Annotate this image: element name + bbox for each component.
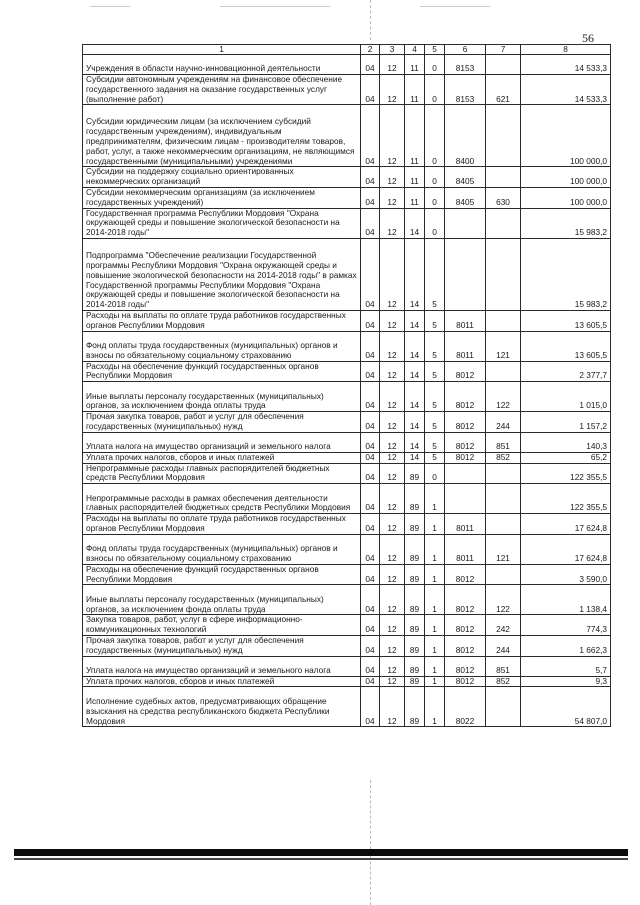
col-expense-type: 851 bbox=[486, 656, 521, 676]
row-name: Учреждения в области научно-инновационной деятельности bbox=[83, 55, 361, 75]
col-target bbox=[445, 463, 486, 484]
table-row bbox=[83, 534, 611, 564]
scan-artifact-dash bbox=[90, 6, 130, 7]
col-subprogram: 1 bbox=[425, 585, 445, 615]
row-name: Расходы на обеспечение функций государственных органов Республики Мордовия bbox=[83, 361, 361, 382]
row-name: Подпрограмма "Обеспечение реализации Государственной программы Республики Мордовия "Охрана окружающей среды и повышение экологической безопасности на 2014-2018 годы" в рамках Государственной программы Республики Мордовия "Охрана окружающей среды и повышение экологической безопасности на 2014-2018 годы" bbox=[83, 238, 361, 310]
col-subprogram: 5 bbox=[425, 412, 445, 433]
col-program: 89 bbox=[405, 635, 425, 656]
row-name: Уплата налога на имущество организаций и земельного налога bbox=[83, 656, 361, 676]
col-expense-type: 242 bbox=[486, 615, 521, 636]
row-name: Иные выплаты персоналу государственных (муниципальных) органов, за исключением фонда оплаты труда bbox=[83, 382, 361, 412]
col-expense-type: 122 bbox=[486, 585, 521, 615]
col-ministry: 04 bbox=[361, 463, 380, 484]
col-amount: 5,7 bbox=[521, 656, 611, 676]
scan-bottom-band bbox=[14, 858, 628, 860]
col-amount: 65,2 bbox=[521, 452, 611, 463]
table-row bbox=[83, 75, 611, 105]
table-row bbox=[83, 167, 611, 188]
row-name: Расходы на выплаты по оплате труда работников государственных органов Республики Мордовия bbox=[83, 514, 361, 535]
col-target: 8012 bbox=[445, 432, 486, 452]
col-expense-type: 621 bbox=[486, 75, 521, 105]
col-subprogram: 5 bbox=[425, 432, 445, 452]
column-header: 8 bbox=[521, 45, 611, 55]
row-name: Государственная программа Республики Мордовия "Охрана окружающей среды и повышение экологической безопасности на 2014-2018 годы" bbox=[83, 208, 361, 238]
table-row bbox=[83, 208, 611, 238]
col-ministry: 04 bbox=[361, 238, 380, 310]
col-section: 12 bbox=[380, 361, 405, 382]
col-program: 89 bbox=[405, 564, 425, 585]
table-row bbox=[83, 585, 611, 615]
scan-artifact-dash bbox=[220, 6, 330, 7]
col-section: 12 bbox=[380, 615, 405, 636]
col-expense-type: 122 bbox=[486, 382, 521, 412]
col-amount: 17 624,8 bbox=[521, 534, 611, 564]
col-subprogram: 5 bbox=[425, 382, 445, 412]
col-target: 8012 bbox=[445, 656, 486, 676]
col-expense-type: 244 bbox=[486, 635, 521, 656]
col-amount: 100 000,0 bbox=[521, 167, 611, 188]
col-expense-type bbox=[486, 167, 521, 188]
column-header: 2 bbox=[361, 45, 380, 55]
col-target: 8012 bbox=[445, 615, 486, 636]
col-section: 12 bbox=[380, 238, 405, 310]
col-target: 8011 bbox=[445, 310, 486, 331]
col-expense-type: 851 bbox=[486, 432, 521, 452]
page-number: 56 bbox=[582, 31, 594, 45]
col-ministry: 04 bbox=[361, 452, 380, 463]
col-expense-type bbox=[486, 463, 521, 484]
table-row bbox=[83, 382, 611, 412]
col-target: 8022 bbox=[445, 687, 486, 727]
col-subprogram: 5 bbox=[425, 331, 445, 361]
col-target: 8012 bbox=[445, 676, 486, 687]
col-section: 12 bbox=[380, 463, 405, 484]
col-amount: 14 533,3 bbox=[521, 55, 611, 75]
col-section: 12 bbox=[380, 208, 405, 238]
col-amount: 17 624,8 bbox=[521, 514, 611, 535]
col-section: 12 bbox=[380, 676, 405, 687]
column-header: 5 bbox=[425, 45, 445, 55]
col-section: 12 bbox=[380, 310, 405, 331]
col-ministry: 04 bbox=[361, 635, 380, 656]
col-subprogram: 1 bbox=[425, 676, 445, 687]
table-row bbox=[83, 432, 611, 452]
col-subprogram: 0 bbox=[425, 105, 445, 167]
col-subprogram: 1 bbox=[425, 534, 445, 564]
col-ministry: 04 bbox=[361, 432, 380, 452]
fold-line bbox=[370, 0, 372, 40]
col-section: 12 bbox=[380, 564, 405, 585]
col-target: 8012 bbox=[445, 412, 486, 433]
col-section: 12 bbox=[380, 656, 405, 676]
col-ministry: 04 bbox=[361, 687, 380, 727]
col-amount: 9,3 bbox=[521, 676, 611, 687]
col-expense-type bbox=[486, 564, 521, 585]
row-name: Закупка товаров, работ, услуг в сфере информационно-коммуникационных технологий bbox=[83, 615, 361, 636]
col-expense-type bbox=[486, 361, 521, 382]
col-section: 12 bbox=[380, 484, 405, 514]
table-row bbox=[83, 615, 611, 636]
col-amount: 122 355,5 bbox=[521, 463, 611, 484]
column-header: 6 bbox=[445, 45, 486, 55]
col-target: 8012 bbox=[445, 382, 486, 412]
column-header: 7 bbox=[486, 45, 521, 55]
fold-line bbox=[370, 780, 372, 905]
col-amount: 1 157,2 bbox=[521, 412, 611, 433]
col-subprogram: 0 bbox=[425, 167, 445, 188]
row-name: Иные выплаты персоналу государственных (муниципальных) органов, за исключением фонда оплаты труда bbox=[83, 585, 361, 615]
table-row bbox=[83, 656, 611, 676]
col-ministry: 04 bbox=[361, 484, 380, 514]
col-target: 8153 bbox=[445, 55, 486, 75]
col-ministry: 04 bbox=[361, 514, 380, 535]
row-name: Субсидии некоммерческим организациям (за исключением государственных учреждений) bbox=[83, 187, 361, 208]
col-subprogram: 5 bbox=[425, 310, 445, 331]
col-target: 8011 bbox=[445, 514, 486, 535]
col-program: 11 bbox=[405, 187, 425, 208]
table-row bbox=[83, 187, 611, 208]
row-name: Субсидии на поддержку социально ориентированных некоммерческих организаций bbox=[83, 167, 361, 188]
col-target: 8012 bbox=[445, 361, 486, 382]
col-ministry: 04 bbox=[361, 310, 380, 331]
col-section: 12 bbox=[380, 167, 405, 188]
col-amount: 3 590,0 bbox=[521, 564, 611, 585]
col-subprogram: 0 bbox=[425, 187, 445, 208]
table-row bbox=[83, 412, 611, 433]
col-expense-type: 244 bbox=[486, 412, 521, 433]
col-expense-type bbox=[486, 208, 521, 238]
table-row bbox=[83, 564, 611, 585]
col-expense-type bbox=[486, 105, 521, 167]
row-name: Прочая закупка товаров, работ и услуг для обеспечения государственных (муниципальных) нужд bbox=[83, 635, 361, 656]
col-target: 8400 bbox=[445, 105, 486, 167]
col-ministry: 04 bbox=[361, 656, 380, 676]
col-subprogram: 1 bbox=[425, 564, 445, 585]
col-program: 14 bbox=[405, 361, 425, 382]
col-target: 8153 bbox=[445, 75, 486, 105]
col-target: 8011 bbox=[445, 534, 486, 564]
table-row bbox=[83, 484, 611, 514]
col-ministry: 04 bbox=[361, 382, 380, 412]
col-amount: 100 000,0 bbox=[521, 105, 611, 167]
col-amount: 774,3 bbox=[521, 615, 611, 636]
col-program: 14 bbox=[405, 331, 425, 361]
col-subprogram: 5 bbox=[425, 452, 445, 463]
col-amount: 1 138,4 bbox=[521, 585, 611, 615]
col-program: 14 bbox=[405, 432, 425, 452]
col-subprogram: 1 bbox=[425, 615, 445, 636]
col-target bbox=[445, 484, 486, 514]
col-ministry: 04 bbox=[361, 167, 380, 188]
col-section: 12 bbox=[380, 105, 405, 167]
col-amount: 15 983,2 bbox=[521, 238, 611, 310]
col-amount: 13 605,5 bbox=[521, 331, 611, 361]
column-header: 3 bbox=[380, 45, 405, 55]
row-name: Исполнение судебных актов, предусматривающих обращение взыскания на средства республиканского бюджета Республики Мордовия bbox=[83, 687, 361, 727]
col-ministry: 04 bbox=[361, 412, 380, 433]
col-amount: 1 662,3 bbox=[521, 635, 611, 656]
col-program: 14 bbox=[405, 452, 425, 463]
col-ministry: 04 bbox=[361, 208, 380, 238]
budget-table bbox=[82, 44, 611, 727]
col-ministry: 04 bbox=[361, 105, 380, 167]
table-header-row bbox=[83, 45, 611, 55]
col-section: 12 bbox=[380, 635, 405, 656]
col-ministry: 04 bbox=[361, 331, 380, 361]
col-program: 89 bbox=[405, 463, 425, 484]
table-row bbox=[83, 310, 611, 331]
col-amount: 140,3 bbox=[521, 432, 611, 452]
scan-bottom-band bbox=[14, 849, 628, 856]
col-subprogram: 5 bbox=[425, 238, 445, 310]
col-expense-type bbox=[486, 687, 521, 727]
col-target bbox=[445, 208, 486, 238]
col-program: 11 bbox=[405, 105, 425, 167]
col-program: 11 bbox=[405, 55, 425, 75]
col-subprogram: 0 bbox=[425, 75, 445, 105]
col-ministry: 04 bbox=[361, 55, 380, 75]
scan-artifact-dash bbox=[420, 6, 490, 7]
row-name: Расходы на обеспечение функций государственных органов Республики Мордовия bbox=[83, 564, 361, 585]
row-name: Расходы на выплаты по оплате труда работников государственных органов Республики Мордовия bbox=[83, 310, 361, 331]
col-subprogram: 0 bbox=[425, 208, 445, 238]
col-section: 12 bbox=[380, 585, 405, 615]
col-amount: 15 983,2 bbox=[521, 208, 611, 238]
col-program: 14 bbox=[405, 382, 425, 412]
col-program: 89 bbox=[405, 534, 425, 564]
row-name: Субсидии юридическим лицам (за исключением субсидий государственным учреждениям), индивидуальным предпринимателям, физическим лицам - производителям товаров, работ, услуг, а также некоммерческим организациям, не являющимся государственными (муниципальными) учреждениями bbox=[83, 105, 361, 167]
table-row bbox=[83, 687, 611, 727]
col-ministry: 04 bbox=[361, 676, 380, 687]
col-subprogram: 1 bbox=[425, 687, 445, 727]
col-program: 14 bbox=[405, 208, 425, 238]
col-target: 8012 bbox=[445, 635, 486, 656]
col-program: 89 bbox=[405, 484, 425, 514]
col-amount: 13 605,5 bbox=[521, 310, 611, 331]
col-target: 8011 bbox=[445, 331, 486, 361]
table-row bbox=[83, 238, 611, 310]
col-expense-type: 852 bbox=[486, 676, 521, 687]
col-expense-type: 121 bbox=[486, 534, 521, 564]
row-name: Уплата прочих налогов, сборов и иных платежей bbox=[83, 452, 361, 463]
col-section: 12 bbox=[380, 514, 405, 535]
col-ministry: 04 bbox=[361, 564, 380, 585]
col-subprogram: 5 bbox=[425, 361, 445, 382]
col-target: 8012 bbox=[445, 585, 486, 615]
row-name: Фонд оплаты труда государственных (муниципальных) органов и взносы по обязательному социальному страхованию bbox=[83, 534, 361, 564]
col-ministry: 04 bbox=[361, 534, 380, 564]
table-row bbox=[83, 55, 611, 75]
col-expense-type bbox=[486, 310, 521, 331]
col-section: 12 bbox=[380, 331, 405, 361]
col-ministry: 04 bbox=[361, 361, 380, 382]
col-target bbox=[445, 238, 486, 310]
col-subprogram: 0 bbox=[425, 463, 445, 484]
col-expense-type bbox=[486, 55, 521, 75]
col-target: 8405 bbox=[445, 187, 486, 208]
col-amount: 14 533,3 bbox=[521, 75, 611, 105]
col-program: 89 bbox=[405, 656, 425, 676]
column-header: 1 bbox=[83, 45, 361, 55]
col-target: 8405 bbox=[445, 167, 486, 188]
row-name: Уплата прочих налогов, сборов и иных платежей bbox=[83, 676, 361, 687]
col-expense-type bbox=[486, 484, 521, 514]
col-expense-type: 121 bbox=[486, 331, 521, 361]
table-row bbox=[83, 676, 611, 687]
row-name: Фонд оплаты труда государственных (муниципальных) органов и взносы по обязательному социальному страхованию bbox=[83, 331, 361, 361]
col-program: 14 bbox=[405, 310, 425, 331]
col-section: 12 bbox=[380, 75, 405, 105]
col-section: 12 bbox=[380, 452, 405, 463]
col-section: 12 bbox=[380, 187, 405, 208]
col-section: 12 bbox=[380, 534, 405, 564]
table-row bbox=[83, 463, 611, 484]
col-expense-type bbox=[486, 238, 521, 310]
table-row bbox=[83, 105, 611, 167]
col-subprogram: 0 bbox=[425, 55, 445, 75]
row-name: Прочая закупка товаров, работ и услуг для обеспечения государственных (муниципальных) нужд bbox=[83, 412, 361, 433]
col-ministry: 04 bbox=[361, 187, 380, 208]
row-name: Субсидии автономным учреждениям на финансовое обеспечение государственного задания на оказание государственных услуг (выполнение работ) bbox=[83, 75, 361, 105]
col-program: 11 bbox=[405, 75, 425, 105]
col-target: 8012 bbox=[445, 564, 486, 585]
col-amount: 1 015,0 bbox=[521, 382, 611, 412]
col-section: 12 bbox=[380, 412, 405, 433]
col-program: 89 bbox=[405, 687, 425, 727]
col-program: 11 bbox=[405, 167, 425, 188]
table-row bbox=[83, 635, 611, 656]
col-ministry: 04 bbox=[361, 615, 380, 636]
col-expense-type bbox=[486, 514, 521, 535]
col-ministry: 04 bbox=[361, 585, 380, 615]
col-amount: 122 355,5 bbox=[521, 484, 611, 514]
col-target: 8012 bbox=[445, 452, 486, 463]
col-program: 89 bbox=[405, 514, 425, 535]
col-section: 12 bbox=[380, 55, 405, 75]
table-row bbox=[83, 331, 611, 361]
col-subprogram: 1 bbox=[425, 514, 445, 535]
col-amount: 2 377,7 bbox=[521, 361, 611, 382]
col-subprogram: 1 bbox=[425, 635, 445, 656]
row-name: Уплата налога на имущество организаций и земельного налога bbox=[83, 432, 361, 452]
table-row bbox=[83, 452, 611, 463]
col-subprogram: 1 bbox=[425, 484, 445, 514]
table-row bbox=[83, 514, 611, 535]
col-amount: 100 000,0 bbox=[521, 187, 611, 208]
col-section: 12 bbox=[380, 382, 405, 412]
col-expense-type: 852 bbox=[486, 452, 521, 463]
col-program: 89 bbox=[405, 585, 425, 615]
column-header: 4 bbox=[405, 45, 425, 55]
col-program: 14 bbox=[405, 412, 425, 433]
col-expense-type: 630 bbox=[486, 187, 521, 208]
col-program: 89 bbox=[405, 615, 425, 636]
col-section: 12 bbox=[380, 687, 405, 727]
col-program: 89 bbox=[405, 676, 425, 687]
col-section: 12 bbox=[380, 432, 405, 452]
col-subprogram: 1 bbox=[425, 656, 445, 676]
row-name: Непрограммные расходы в рамках обеспечения деятельности главных распорядителей бюджетных средств Республики Мордовия bbox=[83, 484, 361, 514]
col-ministry: 04 bbox=[361, 75, 380, 105]
row-name: Непрограммные расходы главных распорядителей бюджетных средств Республики Мордовия bbox=[83, 463, 361, 484]
col-program: 14 bbox=[405, 238, 425, 310]
table-row bbox=[83, 361, 611, 382]
col-amount: 54 807,0 bbox=[521, 687, 611, 727]
